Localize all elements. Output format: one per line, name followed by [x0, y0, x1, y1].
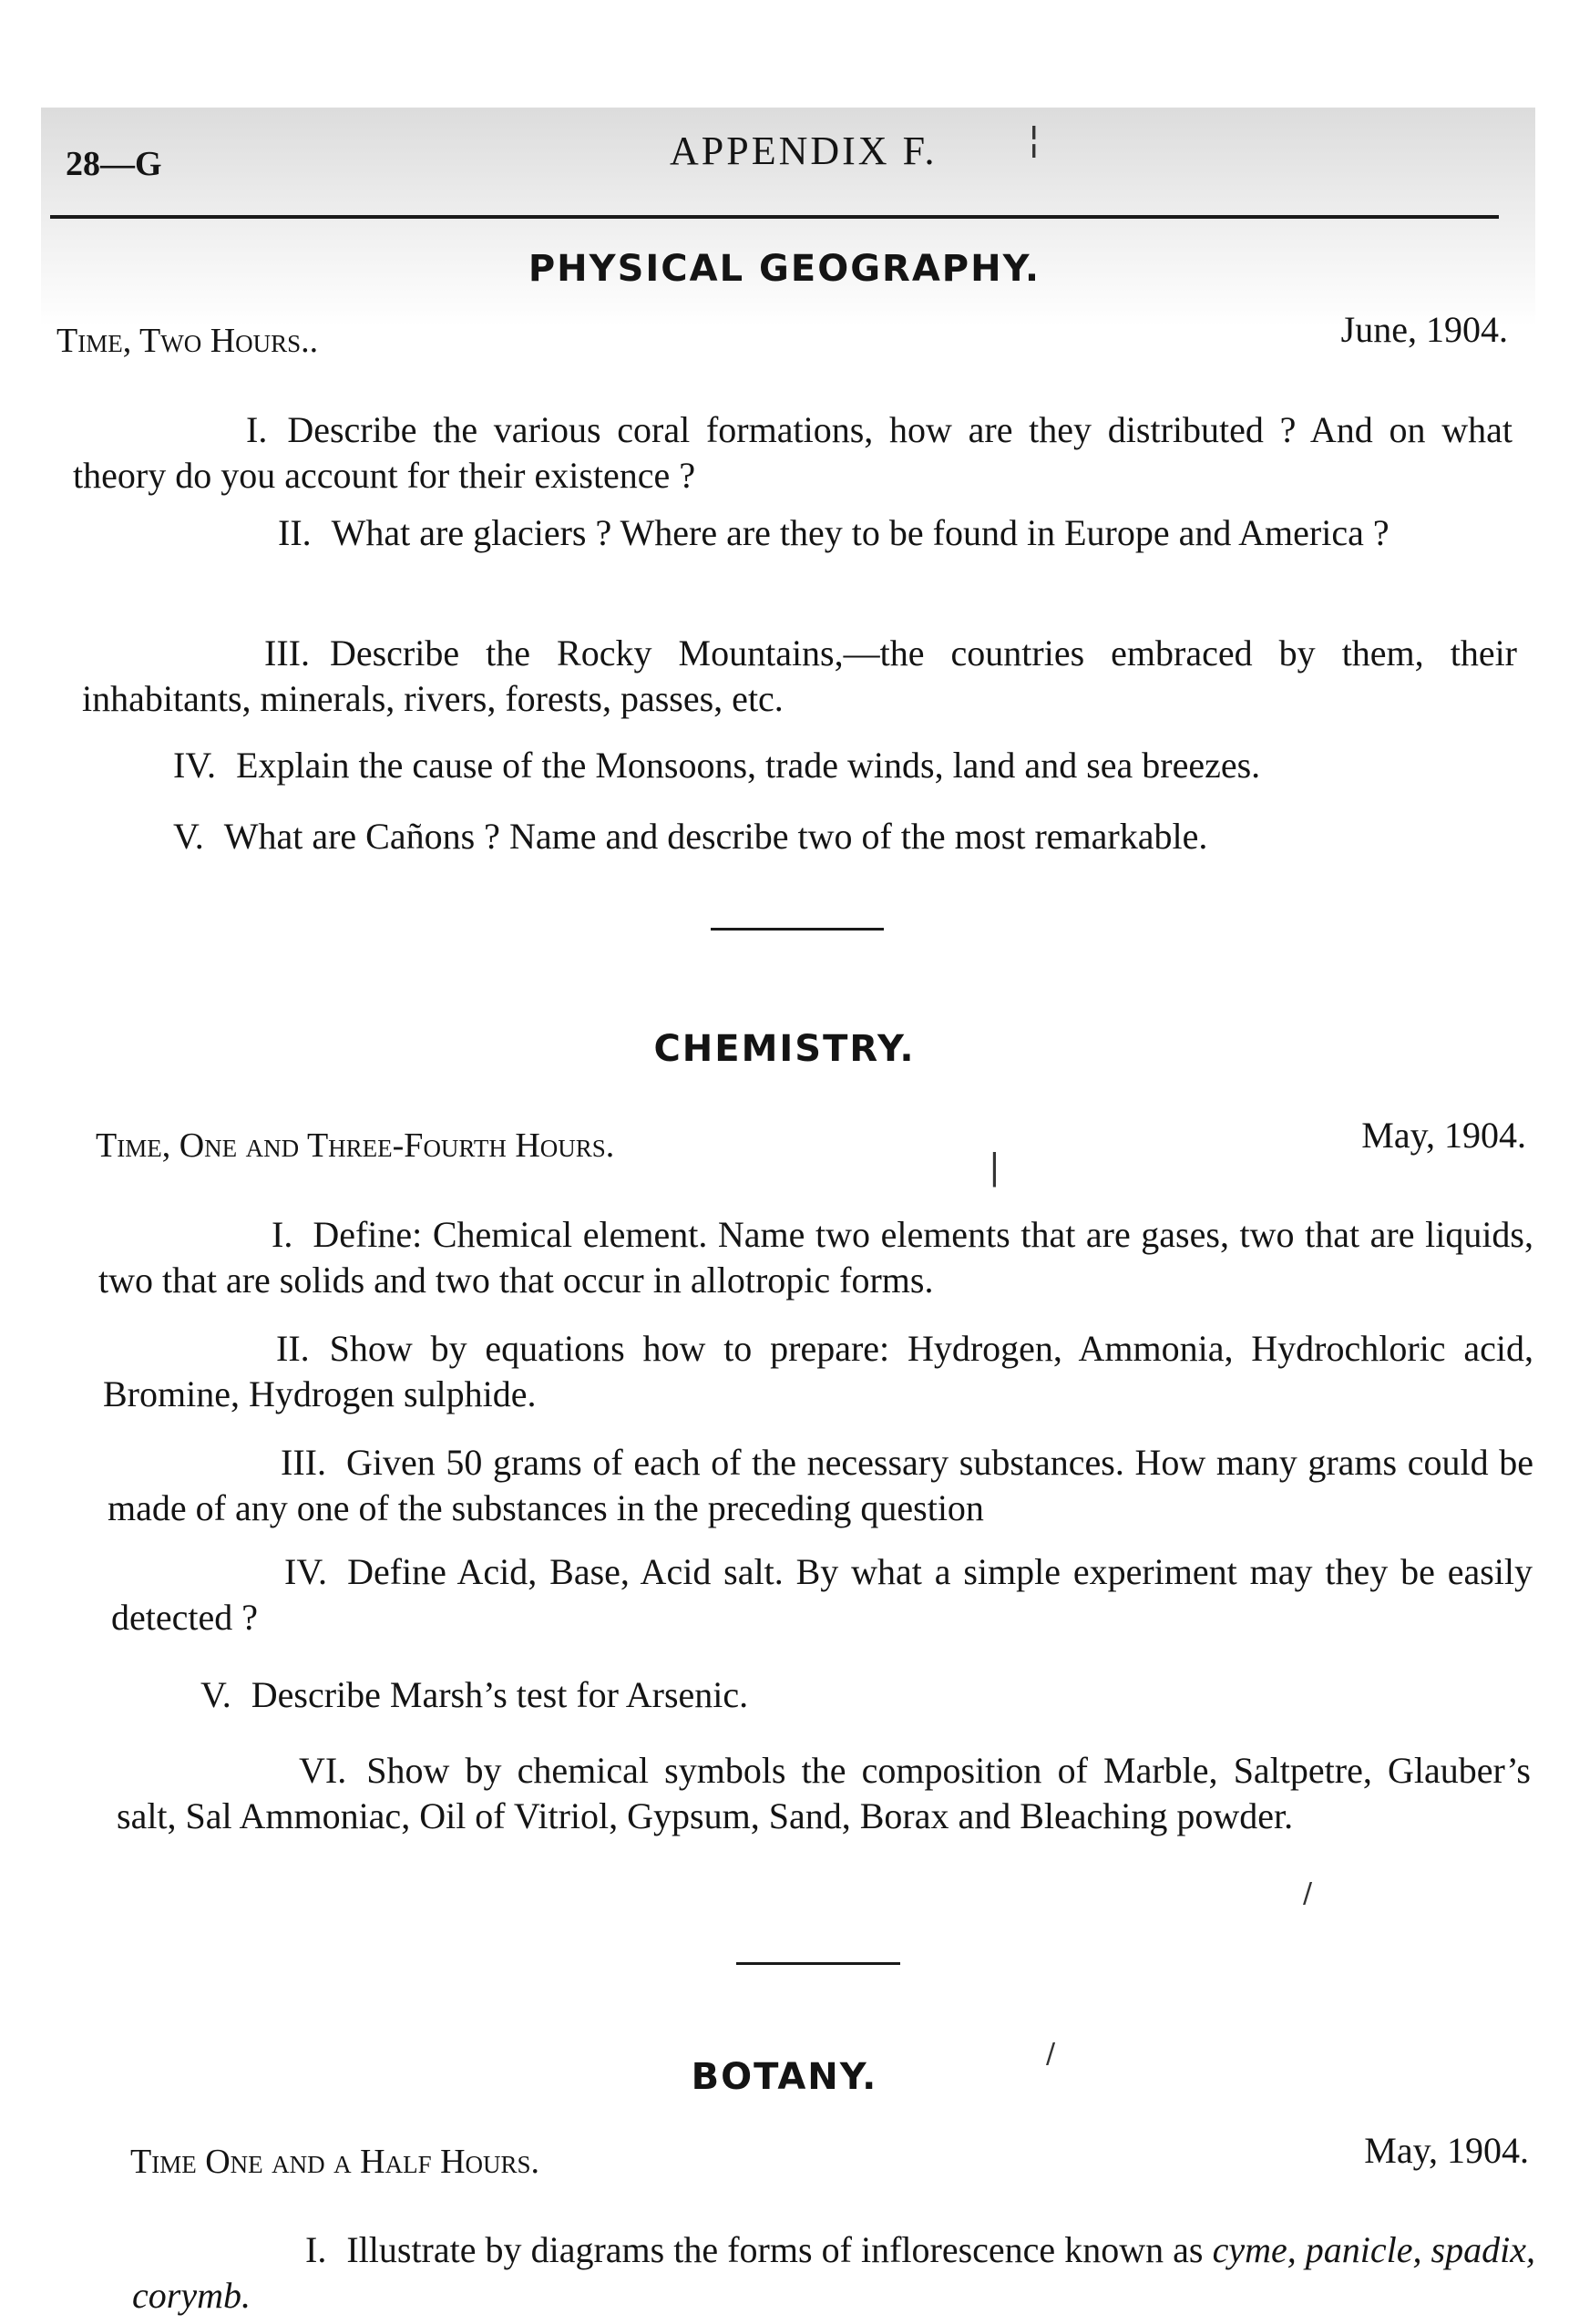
question-physical-geography-1: [73, 407, 1513, 499]
page-number: 28—G: [66, 145, 162, 183]
question-physical-geography-3: [82, 631, 1517, 722]
section-divider: [736, 1962, 900, 1965]
question-number: I.: [246, 409, 268, 450]
scan-mark: |: [989, 1147, 1000, 1187]
question-text: What are glaciers ? Where are they to be found in Europe and America ?: [331, 512, 1390, 553]
question-text: Describe the various coral formations, how are they distributed ? And on what theory do you account for their existence ?: [73, 409, 1513, 496]
question-number: V.: [173, 816, 204, 857]
question-number: III.: [264, 632, 310, 674]
question-number: VI.: [299, 1750, 347, 1791]
section-divider: [711, 928, 884, 931]
question-text: Illustrate by diagrams the forms of inflorescence known as: [346, 2229, 1204, 2270]
section-title-physical-geography: PHYSICAL GEOGRAPHY.: [528, 248, 1041, 290]
exam-date-physical-geography: June, 1904.: [1340, 309, 1508, 350]
question-number: I.: [305, 2229, 327, 2270]
question-text: Given 50 grams of each of the necessary substances. How many grams could be made of any one of the substances in the preceding question: [108, 1442, 1533, 1528]
question-text: Explain the cause of the Monsoons, trade winds, land and sea breezes.: [236, 745, 1261, 786]
time-allowed-botany: Time One and a Half Hours.: [130, 2143, 540, 2181]
question-chemistry-6: [117, 1748, 1531, 1839]
question-botany-1: [132, 2227, 1535, 2319]
question-number: III.: [281, 1442, 326, 1483]
time-allowed-chemistry: Time, One and Three-Fourth Hours.: [96, 1126, 615, 1165]
question-text: Show by equations how to prepare: Hydrogen, Ammonia, Hydrochloric acid, Bromine, Hydrogen sulphide.: [103, 1328, 1533, 1414]
question-number: II.: [276, 1328, 310, 1369]
section-title-botany: BOTANY.: [691, 2056, 878, 2098]
section-title-chemistry: CHEMISTRY.: [653, 1028, 916, 1070]
appendix-title: APPENDIX F.: [670, 129, 938, 173]
question-text: Show by chemical symbols the composition of Marble, Saltpetre, Glauber’s salt, Sal Ammoniac, Oil of Vitriol, Gypsum, Sand, Borax and Bleaching powder.: [117, 1750, 1531, 1836]
question-chemistry-5: [200, 1672, 748, 1718]
scan-mark: /: [1046, 2038, 1056, 2070]
question-number: V.: [200, 1674, 231, 1715]
question-text: Describe the Rocky Mountains,—the countries embraced by them, their inhabitants, minerals, rivers, forests, passes, etc.: [82, 632, 1517, 719]
question-chemistry-1: [98, 1212, 1533, 1303]
question-physical-geography-2: [77, 510, 1517, 556]
scan-mark: /: [1303, 1877, 1313, 1909]
question-physical-geography-4: [173, 743, 1260, 788]
header-rule: [50, 215, 1499, 219]
question-number: IV.: [173, 745, 217, 786]
inflorescence-terms: cyme, panicle, spadix, corymb.: [132, 2229, 1535, 2316]
question-physical-geography-5: [173, 814, 1207, 859]
question-number: IV.: [284, 1551, 328, 1592]
exam-date-chemistry: May, 1904.: [1361, 1115, 1526, 1156]
question-text: Define Acid, Base, Acid salt. By what a simple experiment may they be easily detected ?: [111, 1551, 1533, 1638]
scan-mark: ¦: [1028, 118, 1041, 160]
question-number: II.: [278, 512, 312, 553]
question-chemistry-2: [103, 1326, 1533, 1417]
question-chemistry-4: [111, 1549, 1533, 1640]
question-text: What are Cañons ? Name and describe two of the most remarkable.: [223, 816, 1208, 857]
question-text: Describe Marsh’s test for Arsenic.: [251, 1674, 749, 1715]
exam-date-botany: May, 1904.: [1364, 2130, 1529, 2171]
question-number: I.: [272, 1214, 293, 1255]
question-text: Define: Chemical element. Name two elements that are gases, two that are liquids, two that are solids and two that occur in allotropic forms.: [98, 1214, 1533, 1301]
time-allowed-physical-geography: Time, Two Hours..: [56, 322, 319, 360]
question-chemistry-3: [108, 1440, 1533, 1531]
